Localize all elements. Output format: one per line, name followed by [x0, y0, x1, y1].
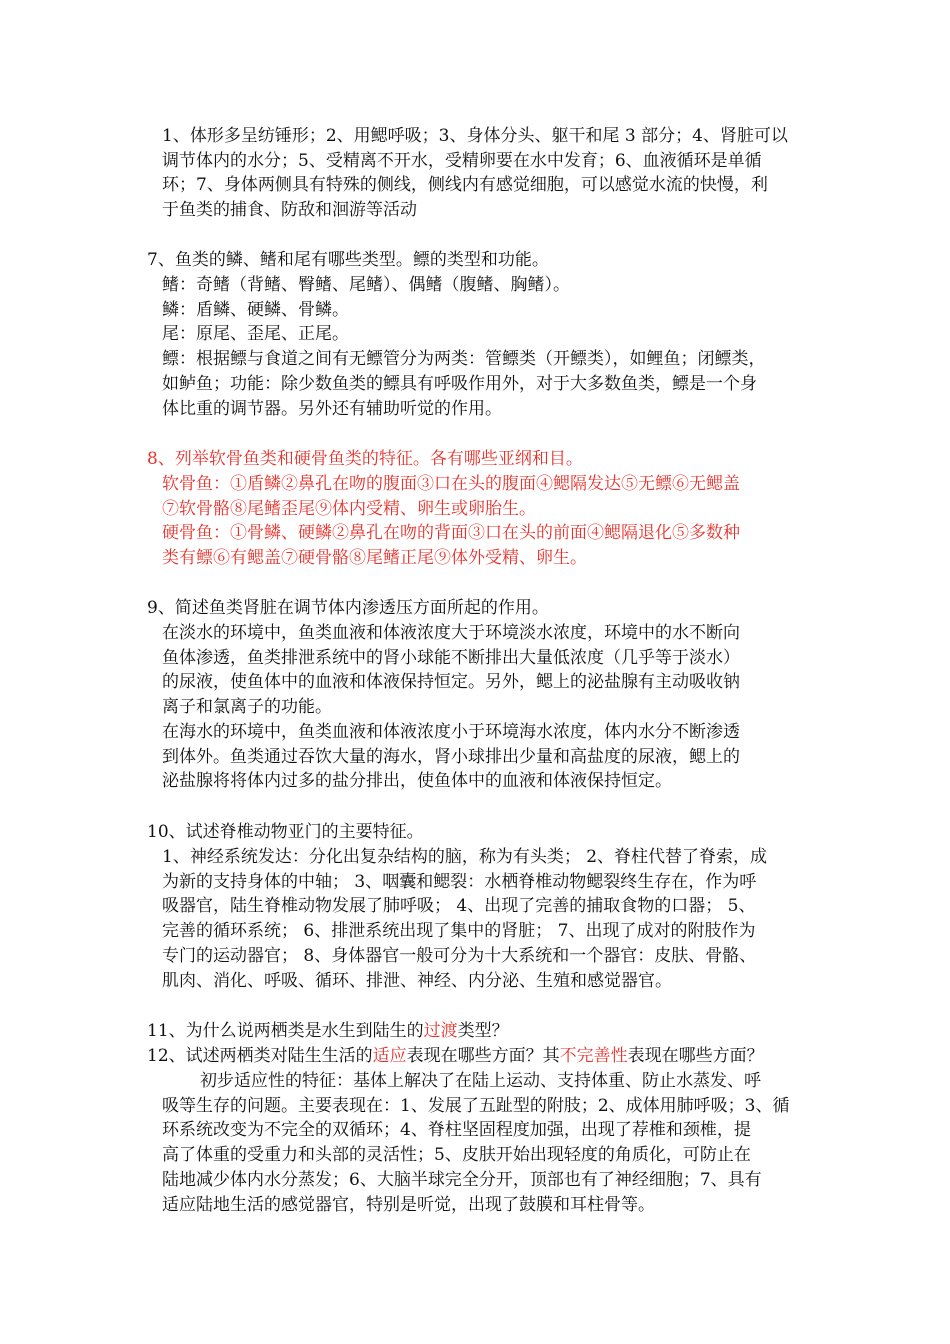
answer-10	[162, 845, 767, 993]
text-line: 1、体形多呈纺锤形；2、用鳃呼吸；3、身体分头、躯干和尾 3 部分；4、肾脏可以	[162, 126, 788, 146]
text-line: 初步适应性的特征：基体上解决了在陆上运动、支持体重、防止水蒸发、呼	[200, 1071, 761, 1091]
text-line: 陆地减少体内水分蒸发；6、大脑半球完全分开，顶部也有了神经细胞；7、具有	[162, 1169, 762, 1190]
question-11	[147, 1019, 509, 1044]
text-line: 为新的支持身体的中轴； 3、咽囊和鳃裂：水栖脊椎动物鳃裂终生存在，作为呼	[162, 871, 757, 892]
text-line: 的尿液，使鱼体中的血液和体液保持恒定。另外，鳃上的泌盐腺有主动吸收钠	[162, 672, 740, 693]
text-line: ⑦软骨骼⑧尾鳍歪尾⑨体内受精、卵生或卵胎生。	[162, 498, 536, 519]
text-line: 体比重的调节器。另外还有辅助听觉的作用。	[162, 398, 502, 419]
text-line: 硬骨鱼：①骨鳞、硬鳞②鼻孔在吻的背面③口在头的前面④鳃隔退化⑤多数种	[162, 523, 740, 544]
answer-7	[162, 273, 766, 421]
question-7	[147, 248, 549, 273]
question-text: 类型？	[457, 1021, 509, 1041]
text-line: 鳔：根据鳔与食道之间有无鳔管分为两类：管鳔类（开鳔类），如鲤鱼；闭鳔类，	[162, 349, 766, 370]
text-line: 泌盐腺将将体内过多的盐分排出，使鱼体中的血液和体液保持恒定。	[162, 771, 672, 792]
text-line: 在海水的环境中，鱼类血液和体液浓度小于环境海水浓度，体内水分不断渗透	[162, 721, 740, 742]
text-line: 离子和氯离子的功能。	[162, 697, 332, 718]
question-title: 10、试述脊椎动物亚门的主要特征。	[147, 822, 424, 842]
answer-9	[162, 621, 740, 794]
text-line: 在淡水的环境中，鱼类血液和体液浓度大于环境淡水浓度，环境中的水不断向	[162, 623, 740, 643]
text-line: 高了体重的受重力和头部的灵活性；5、皮肤开始出现轻度的角质化，可防止在	[162, 1145, 751, 1166]
question-text: 表现在哪些方面？	[627, 1046, 764, 1066]
text-line: 1、神经系统发达：分化出复杂结构的脑，称为有头类； 2、脊柱代替了脊索，成	[162, 847, 768, 867]
answer-8	[162, 472, 740, 571]
question-text: 12、试述两栖类对陆生生活的	[147, 1046, 373, 1066]
highlight-text: 过渡	[423, 1021, 458, 1041]
question-text: 11、为什么说两栖类是水生到陆生的	[147, 1021, 424, 1041]
text-line: 完善的循环系统； 6、排泄系统出现了集中的肾脏； 7、出现了成对的附肢作为	[162, 921, 756, 942]
question-10	[147, 820, 424, 845]
text-line: 鱼体渗透，鱼类排泄系统中的肾小球能不断排出大量低浓度（几乎等于淡水）	[162, 647, 740, 668]
text-line: 鳍：奇鳍（背鳍、臀鳍、尾鳍）、偶鳍（腹鳍、胸鳍）。	[162, 275, 570, 295]
question-title: 7、鱼类的鳞、鳍和尾有哪些类型。鳔的类型和功能。	[147, 250, 549, 270]
question-title: 9、简述鱼类肾脏在调节体内渗透压方面所起的作用。	[147, 598, 549, 618]
text-line: 软骨鱼：①盾鳞②鼻孔在吻的腹面③口在头的腹面④鳃隔发达⑤无鳔⑥无鳃盖	[162, 474, 740, 494]
text-line: 到体外。鱼类通过吞饮大量的海水，肾小球排出少量和高盐度的尿液，鳃上的	[162, 746, 740, 767]
text-line: 环系统改变为不完全的双循环；4、脊柱坚固程度加强，出现了荐椎和颈椎，提	[162, 1120, 751, 1141]
text-line: 适应陆地生活的感觉器官，特别是听觉，出现了鼓膜和耳柱骨等。	[162, 1194, 655, 1215]
question-9	[147, 596, 549, 621]
text-line: 环；7、身体两侧具有特殊的侧线，侧线内有感觉细胞，可以感觉水流的快慢，利	[162, 175, 768, 196]
question-8	[147, 447, 583, 472]
text-line: 鳞：盾鳞、硬鳞、骨鳞。	[162, 299, 349, 320]
answer-12	[162, 1069, 789, 1217]
text-line: 肌肉、消化、呼吸、循环、排泄、神经、内分泌、生殖和感觉器官。	[162, 970, 672, 991]
highlight-text: 适应	[372, 1046, 407, 1066]
text-line: 吸器官，陆生脊椎动物发展了肺呼吸； 4、出现了完善的捕取食物的口器； 5、	[162, 896, 756, 917]
text-line: 调节体内的水分；5、受精离不开水，受精卵要在水中发育；6、血液循环是单循	[162, 150, 762, 171]
text-line: 类有鳔⑥有鳃盖⑦硬骨骼⑧尾鳍正尾⑨体外受精、卵生。	[162, 548, 587, 569]
text-line: 吸等生存的问题。主要表现在：1、发展了五趾型的附肢；2、成体用肺呼吸；3、循	[162, 1095, 790, 1116]
question-title	[147, 1044, 764, 1069]
text-line: 专门的运动器官； 8、身体器官一般可分为十大系统和一个器官：皮肤、骨骼、	[162, 945, 757, 966]
question-text: 表现在哪些方面？其	[406, 1046, 560, 1066]
highlight-text: 不完善性	[559, 1046, 628, 1066]
text-line: 如鲈鱼；功能：除少数鱼类的鳔具有呼吸作用外，对于大多数鱼类，鳔是一个身	[162, 373, 757, 394]
fish-features-paragraph	[162, 124, 788, 223]
text-line: 于鱼类的捕食、防敌和洄游等活动	[162, 200, 417, 221]
text-line: 尾：原尾、歪尾、正尾。	[162, 324, 349, 345]
question-title	[147, 1019, 509, 1044]
question-title: 8、列举软骨鱼类和硬骨鱼类的特征。各有哪些亚纲和目。	[147, 449, 583, 469]
question-12	[147, 1044, 764, 1069]
